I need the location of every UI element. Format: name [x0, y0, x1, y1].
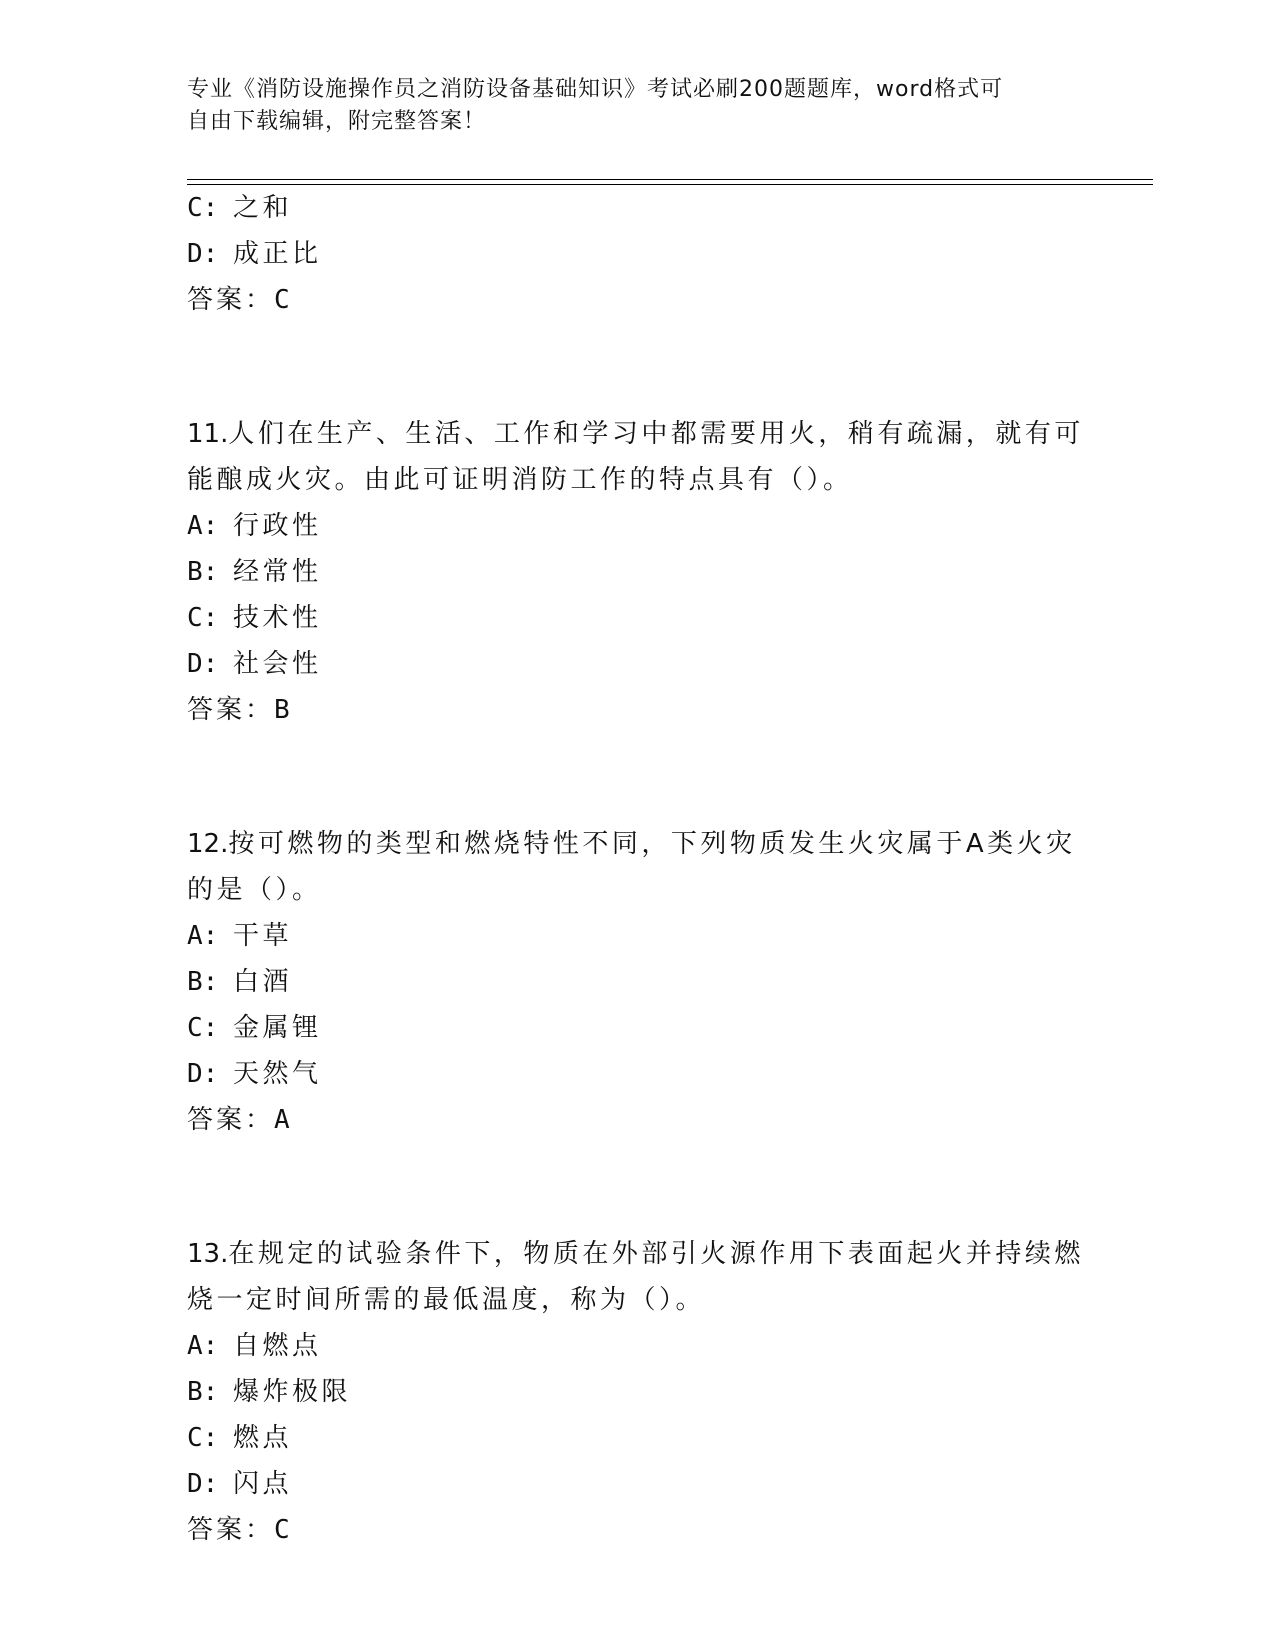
option-text: 技术性	[233, 603, 322, 633]
option-b	[187, 1369, 1087, 1415]
option-label: C:	[187, 603, 219, 633]
question-number: 12.	[187, 829, 229, 859]
option-c	[187, 1005, 1087, 1051]
answer-prefix: 答案：	[187, 1515, 275, 1545]
option-text: 金属锂	[233, 1013, 322, 1043]
option-label: D:	[187, 239, 219, 269]
option-text: 爆炸极限	[233, 1377, 352, 1407]
option-text: 成正比	[233, 239, 322, 269]
option-text: 干草	[233, 921, 293, 951]
option-text: 行政性	[233, 511, 322, 541]
option-label: B:	[187, 557, 219, 587]
option-a	[187, 913, 1087, 959]
spacer	[187, 733, 1087, 821]
option-d	[187, 1461, 1087, 1507]
question-stem-line-2	[187, 1277, 1087, 1323]
question-text: 在规定的试验条件下，物质在外部引火源作用下表面起火并持续燃	[228, 1239, 1084, 1269]
option-label: D:	[187, 649, 219, 679]
answer-value: B	[274, 695, 290, 725]
option-text: 天然气	[233, 1059, 322, 1089]
answer-prefix: 答案：	[187, 1105, 275, 1135]
answer-value: A	[274, 1105, 290, 1135]
option-text: 自燃点	[233, 1331, 322, 1361]
option-label: A:	[187, 511, 219, 541]
option-text: 闪点	[233, 1469, 293, 1499]
page-header	[187, 74, 1087, 138]
answer-value: C	[274, 1515, 290, 1545]
option-a	[187, 503, 1087, 549]
option-label: D:	[187, 1059, 219, 1089]
question-stem-line-1	[187, 1231, 1087, 1277]
question-text: 的是（）。	[187, 875, 322, 905]
question-text: 按可燃物的类型和燃烧特性不同，下列物质发生火灾属于A类火灾	[228, 829, 1076, 859]
option-text: 白酒	[233, 967, 293, 997]
answer-value: C	[274, 285, 290, 315]
option-label: C:	[187, 1423, 219, 1453]
option-b	[187, 549, 1087, 595]
question-13	[187, 1231, 1087, 1553]
option-label: D:	[187, 1469, 219, 1499]
question-11	[187, 411, 1087, 733]
question-12	[187, 821, 1087, 1143]
question-stem-line-2	[187, 457, 1087, 503]
option-c	[187, 595, 1087, 641]
option-text: 经常性	[233, 557, 322, 587]
question-stem-line-2	[187, 867, 1087, 913]
option-label: B:	[187, 1377, 219, 1407]
option-c	[187, 185, 1087, 231]
option-label: B:	[187, 967, 219, 997]
option-text: 社会性	[233, 649, 322, 679]
option-label: C:	[187, 1013, 219, 1043]
option-text: 之和	[233, 193, 293, 223]
question-stem-line-1	[187, 411, 1087, 457]
question-continued	[187, 185, 1087, 323]
question-text: 人们在生产、生活、工作和学习中都需要用火，稍有疏漏，就有可	[228, 419, 1084, 449]
header-title-line-1: 专业《消防设施操作员之消防设备基础知识》考试必刷200题题库，word格式可	[187, 77, 1004, 102]
header-divider-top	[187, 179, 1153, 180]
option-b	[187, 959, 1087, 1005]
answer-line	[187, 277, 1087, 323]
option-d	[187, 641, 1087, 687]
option-label: A:	[187, 921, 219, 951]
option-d	[187, 1051, 1087, 1097]
option-label: A:	[187, 1331, 219, 1361]
answer-prefix: 答案：	[187, 285, 275, 315]
answer-line	[187, 1507, 1087, 1553]
answer-line	[187, 1097, 1087, 1143]
answer-prefix: 答案：	[187, 695, 275, 725]
option-a	[187, 1323, 1087, 1369]
question-text: 烧一定时间所需的最低温度，称为（）。	[187, 1285, 706, 1315]
spacer	[187, 323, 1087, 411]
question-number: 11.	[187, 419, 229, 449]
option-d	[187, 231, 1087, 277]
spacer	[187, 1143, 1087, 1231]
header-title-line-2: 自由下载编辑，附完整答案！	[187, 109, 487, 134]
question-stem-line-1	[187, 821, 1087, 867]
question-text: 能酿成火灾。由此可证明消防工作的特点具有（）。	[187, 465, 853, 495]
option-c	[187, 1415, 1087, 1461]
question-list	[187, 185, 1087, 1553]
question-number: 13.	[187, 1239, 229, 1269]
option-text: 燃点	[233, 1423, 293, 1453]
answer-line	[187, 687, 1087, 733]
option-label: C:	[187, 193, 219, 223]
